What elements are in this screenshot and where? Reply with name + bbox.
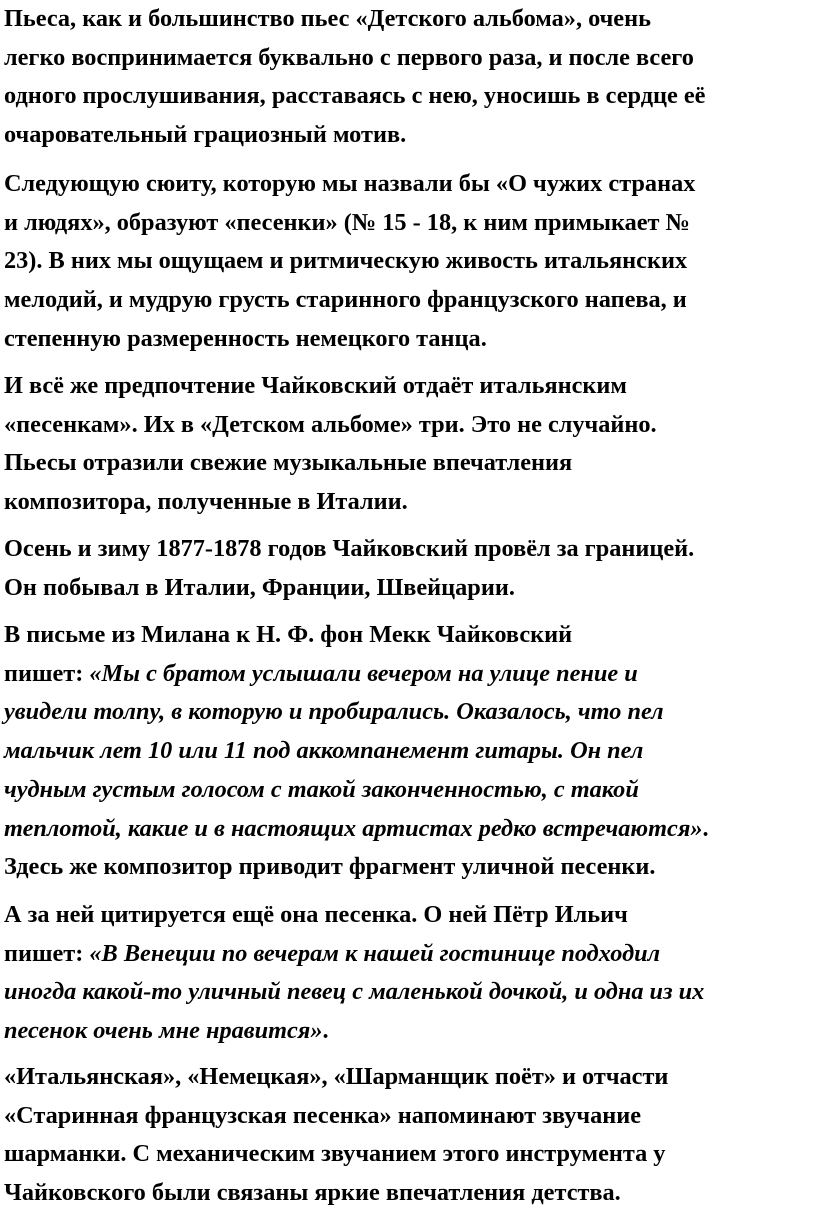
text-line: «Итальянская», «Немецкая», «Шарманщик поёт» и отчасти	[4, 1063, 669, 1090]
text-line	[4, 935, 808, 974]
text-line	[4, 655, 808, 694]
paragraph-7	[4, 1058, 808, 1213]
paragraph-3	[4, 367, 808, 522]
text-line: В письме из Милана к Н. Ф. фон Мекк Чайковский	[4, 621, 573, 648]
text-line: И всё же предпочтение Чайковский отдаёт итальянским	[4, 372, 627, 399]
text-line: очаровательный грациозный мотив.	[4, 121, 407, 149]
text-line: Пьесы отразили свежие музыкальные впечатления	[4, 449, 573, 477]
text-line: Следующую сюиту, которую мы назвали бы «О чужих странах	[4, 170, 696, 197]
text-line: Пьеса, как и большинство пьес «Детского альбома», очень	[4, 5, 651, 32]
text-line	[4, 1012, 808, 1051]
quote-text: песенок очень мне нравится»	[4, 1017, 323, 1045]
text-line: Он побывал в Италии, Франции, Швейцарии.	[4, 573, 515, 601]
text-line: «Старинная французская песенка» напоминают звучание	[4, 1101, 642, 1129]
text-line: композитора, полученные в Италии.	[4, 488, 408, 516]
quote-line: иногда какой-то уличный певец с маленькой дочкой, и одна из их	[4, 978, 705, 1006]
paragraph-2	[4, 165, 808, 359]
text-line: мелодий, и мудрую грусть старинного французского напева, и	[4, 286, 687, 314]
text-line: шарманки. С механическим звучанием этого инструмента у	[4, 1140, 666, 1168]
text-line: легко воспринимается буквально с первого раза, и после всего	[4, 43, 694, 71]
text-line: степенную размеренность немецкого танца.	[4, 324, 487, 352]
text-line: Здесь же композитор приводит фрагмент уличной песенки.	[4, 853, 656, 881]
paragraph-5-milan-letter	[4, 616, 808, 887]
text-line: Осень и зиму 1877-1878 годов Чайковский провёл за границей.	[4, 535, 695, 562]
paragraph-6-venice-letter	[4, 896, 808, 1051]
plain-text: пишет:	[4, 939, 90, 967]
text-line: и людях», образуют «песенки» (№ 15 - 18, к ним примыкает №	[4, 208, 690, 236]
text-line: Чайковского были связаны яркие впечатления детства.	[4, 1179, 621, 1207]
plain-text: .	[322, 1017, 329, 1045]
text-line: А за ней цитируется ещё она песенка. О ней Пётр Ильич	[4, 901, 628, 928]
text-line: одного прослушивания, расставаясь с нею, уносишь в сердце её	[4, 82, 706, 110]
quote-text: теплотой, какие и в настоящих артистах редко встречаются»	[4, 814, 703, 842]
quote-line: чудным густым голосом с такой законченностью, с такой	[4, 775, 639, 803]
quote-text: «В Венеции по вечерам к нашей гостинице подходил	[89, 939, 661, 967]
quote-line: мальчик лет 10 или 11 под аккомпанемент гитары. Он пел	[4, 737, 644, 765]
text-line: 23). В них мы ощущаем и ритмическую живость итальянских	[4, 247, 688, 275]
paragraph-1	[4, 0, 808, 155]
quote-text: «Мы с братом услышали вечером на улице пение и	[89, 659, 638, 687]
paragraph-4	[4, 530, 808, 607]
plain-text: .	[702, 814, 709, 842]
text-line	[4, 810, 808, 849]
plain-text: пишет:	[4, 659, 90, 687]
quote-line: увидели толпу, в которую и пробирались. Оказалось, что пел	[4, 698, 664, 726]
text-line: «песенкам». Их в «Детском альбоме» три. Это не случайно.	[4, 410, 657, 438]
